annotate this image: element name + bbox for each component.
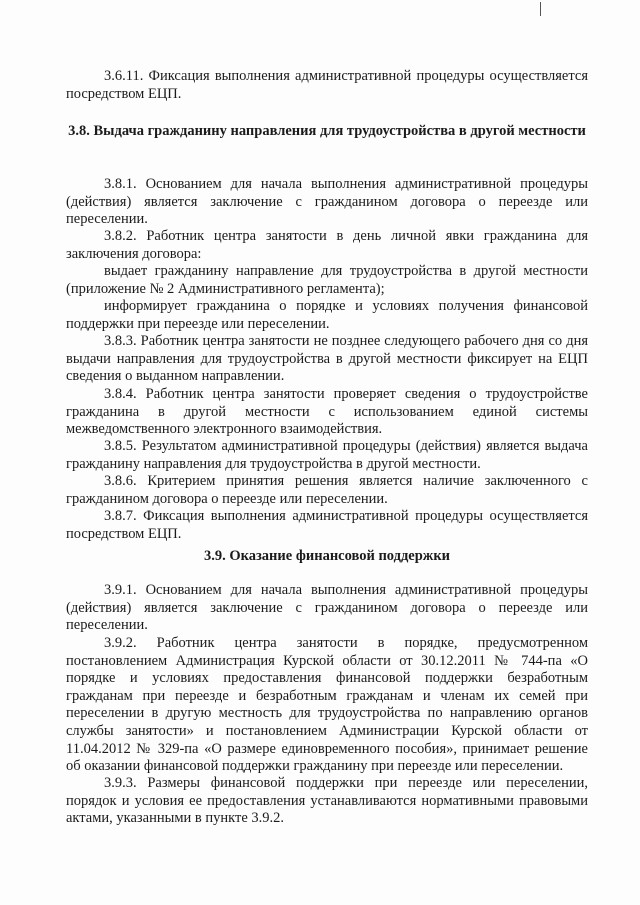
paragraph-3-8-2-item-a: выдает гражданину направление для трудоустройства в другой местности (приложение № 2 Административного регламента);: [66, 263, 588, 297]
paragraph-3-8-5: 3.8.5. Результатом административной процедуры (действия) является выдача гражданину направления для трудоустройства в другой местности.: [66, 438, 588, 472]
section-heading-3-8: 3.8. Выдача гражданину направления для трудоустройства в другой местности: [68, 123, 586, 139]
paragraph-3-8-3: 3.8.3. Работник центра занятости не позднее следующего рабочего дня со дня выдачи направления для трудоустройства в другой местности фиксирует на ЕЦП сведения о выданном направлении.: [66, 333, 588, 385]
section-heading-3-9: 3.9. Оказание финансовой поддержки: [203, 548, 451, 564]
paragraph-3-6-11: 3.6.11. Фиксация выполнения административной процедуры осуществляется посредством ЕЦП.: [66, 68, 588, 102]
paragraph-3-8-2: 3.8.2. Работник центра занятости в день личной явки гражданина для заключения договора:: [66, 228, 588, 262]
paragraph-3-9-1: 3.9.1. Основанием для начала выполнения административной процедуры (действия) является заключение с гражданином договора о переезде или переселении.: [66, 582, 588, 634]
paragraph-3-9-2: 3.9.2. Работник центра занятости в порядке, предусмотренном постановлением Администрация Курской области от 30.12.2011 № 744-па «О порядке и условиях предоставления финансовой поддержки безработным гражданам при переезде и безработным гражданам и членам их семей при переселении в другую местность для трудоустройства по направлению органов службы занятости» и постановлением Администрации Курской области от 11.04.2012 № 329-па «О размере единовременного пособия», принимает решение об оказании финансовой поддержки гражданину при переезде или переселении.: [66, 635, 588, 775]
paragraph-3-9-3: 3.9.3. Размеры финансовой поддержки при переезде или переселении, порядок и условия ее предоставления устанавливаются нормативными правовыми актами, указанными в пункте 3.9.2.: [66, 775, 588, 827]
paragraph-3-8-4: 3.8.4. Работник центра занятости проверяет сведения о трудоустройстве гражданина в другой местности с использованием единой системы межведомственного электронного взаимодействия.: [66, 386, 588, 438]
paragraph-3-8-6: 3.8.6. Критерием принятия решения является наличие заключенного с гражданином договора о переезде или переселении.: [66, 473, 588, 507]
scan-mark: [540, 2, 541, 16]
paragraph-3-8-7: 3.8.7. Фиксация выполнения административной процедуры осуществляется посредством ЕЦП.: [66, 508, 588, 542]
paragraph-3-8-2-item-b: информирует гражданина о порядке и условиях получения финансовой поддержки при переезде или переселении.: [66, 298, 588, 332]
paragraph-3-8-1: 3.8.1. Основанием для начала выполнения административной процедуры (действия) является заключение с гражданином договора о переезде или переселении.: [66, 176, 588, 228]
